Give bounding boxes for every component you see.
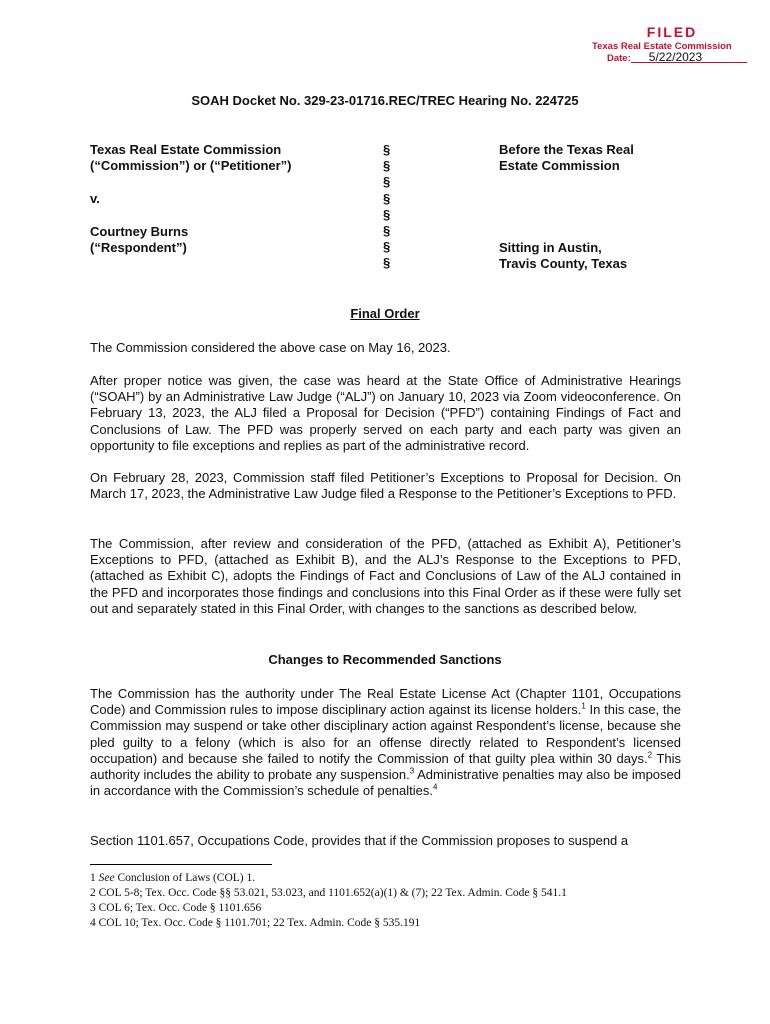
paragraph-2: After proper notice was given, the case was heard at the State Office of Administrative Hearings (“SOAH”) by an Administrative Law Judge (“ALJ”) on January 10, 2023 via Zoom videoconference. On February 13, 2023, the ALJ filed a Proposal for Decision (“PFD”) containing Findings of Fact and Conclusions of Law. The PFD was properly served on each party and each party was given an opportunity to file exceptions and replies as part of the administrative record. bbox=[90, 373, 681, 453]
petitioner-line2: (“Commission”) or (“Petitioner”) bbox=[90, 158, 292, 173]
section-symbol: § bbox=[383, 142, 391, 157]
caption-forum bbox=[499, 142, 634, 174]
respondent-line2: (“Respondent”) bbox=[90, 240, 187, 255]
section-symbol: § bbox=[383, 255, 391, 271]
p5-part-c: This authority includes the ability to probate any suspension. bbox=[90, 750, 682, 783]
p5-part-d: Administrative penalties may also be imposed in accordance with the Commission’s schedule of penalties. bbox=[90, 767, 681, 799]
footnote-ref: 4 bbox=[433, 782, 438, 792]
stamp-date: 5/22/2023 bbox=[631, 52, 747, 63]
section-symbol: § bbox=[383, 158, 391, 174]
footnote-1 bbox=[90, 871, 567, 886]
caption-versus: v. bbox=[90, 191, 100, 206]
footnote-ref: 3 bbox=[409, 766, 415, 776]
paragraph-3: On February 28, 2023, Commission staff filed Petitioner’s Exceptions to Proposal for Decision. On March 17, 2023, the Administrative Law Judge filed a Response to the Petitioner’s Exceptions to PFD. bbox=[90, 470, 681, 502]
respondent-line1: Courtney Burns bbox=[90, 224, 189, 239]
p5-part-b: In this case, the Commission may suspend or take other disciplinary action against Respondent’s license, because she pled guilty to a felony (which is also for an offense directly related to Respondent’s licensed occupation) and because she failed to notify the Commission of that guilty plea within 30 days. bbox=[90, 702, 681, 766]
footnote-ref: 2 bbox=[647, 750, 653, 760]
paragraph-4: The Commission, after review and consideration of the PFD, (attached as Exhibit A), Petitioner’s Exceptions to PFD, (attached as Exhibit B), and the ALJ’s Response to the Exceptions to PFD, (attached as Exhibit C), adopts the Findings of Fact and Conclusions of Law of the ALJ contained in the PFD and incorporates those findings and conclusions into this Final Order as if these were fully set out and separately stated in this Final Order, with changes to the sanctions as described below. bbox=[90, 536, 681, 616]
footnotes bbox=[90, 871, 567, 931]
footnote-1-see: See bbox=[98, 872, 115, 884]
stamp-filed: FILED bbox=[646, 24, 698, 40]
petitioner-line1: Texas Real Estate Commission bbox=[90, 142, 282, 157]
venue-line2: Travis County, Texas bbox=[499, 256, 628, 271]
filed-stamp bbox=[592, 24, 752, 64]
section-symbol: § bbox=[383, 206, 391, 222]
p5-part-a: The Commission has the authority under The Real Estate License Act (Chapter 1101, Occupations Code) and Commission rules to impose disciplinary action against its license holders. bbox=[90, 686, 681, 718]
stamp-commission: Texas Real Estate Commission bbox=[592, 41, 732, 52]
forum-line2: Estate Commission bbox=[499, 158, 620, 173]
venue-line1: Sitting in Austin, bbox=[499, 240, 602, 255]
paragraph-5 bbox=[90, 686, 681, 799]
footnote-1-number: 1 bbox=[90, 872, 96, 884]
footnote-4: 4 COL 10; Tex. Occ. Code § 1101.701; 22 Tex. Admin. Code § 535.191 bbox=[90, 917, 421, 929]
paragraph-1: The Commission considered the above case on May 16, 2023. bbox=[90, 340, 451, 355]
section-symbol: § bbox=[383, 190, 391, 206]
paragraph-6: Section 1101.657, Occupations Code, provides that if the Commission proposes to suspend a bbox=[90, 833, 629, 848]
caption-venue bbox=[499, 240, 627, 272]
footnote-1-text: Conclusion of Laws (COL) 1. bbox=[114, 872, 256, 884]
footnote-ref: 1 bbox=[581, 701, 586, 711]
section-symbol: § bbox=[383, 174, 391, 190]
section-symbol: § bbox=[383, 222, 391, 238]
stamp-date-row bbox=[592, 52, 752, 64]
section-symbols bbox=[383, 142, 390, 272]
caption-petitioner bbox=[90, 142, 292, 174]
forum-line1: Before the Texas Real bbox=[499, 142, 634, 157]
section-heading: Changes to Recommended Sanctions bbox=[268, 652, 502, 667]
footnote-divider bbox=[90, 864, 272, 865]
document-title: Final Order bbox=[350, 306, 420, 321]
section-symbol: § bbox=[383, 239, 391, 255]
footnote-2: 2 COL 5-8; Tex. Occ. Code §§ 53.021, 53.023, and 1101.652(a)(1) & (7); 22 Tex. Admin. Code § 541.1 bbox=[90, 887, 567, 899]
stamp-date-label: Date: bbox=[607, 53, 631, 64]
footnote-3: 3 COL 6; Tex. Occ. Code § 1101.656 bbox=[90, 902, 262, 914]
docket-number: SOAH Docket No. 329-23-01716.REC/TREC Hearing No. 224725 bbox=[191, 93, 579, 108]
caption-respondent bbox=[90, 224, 188, 256]
